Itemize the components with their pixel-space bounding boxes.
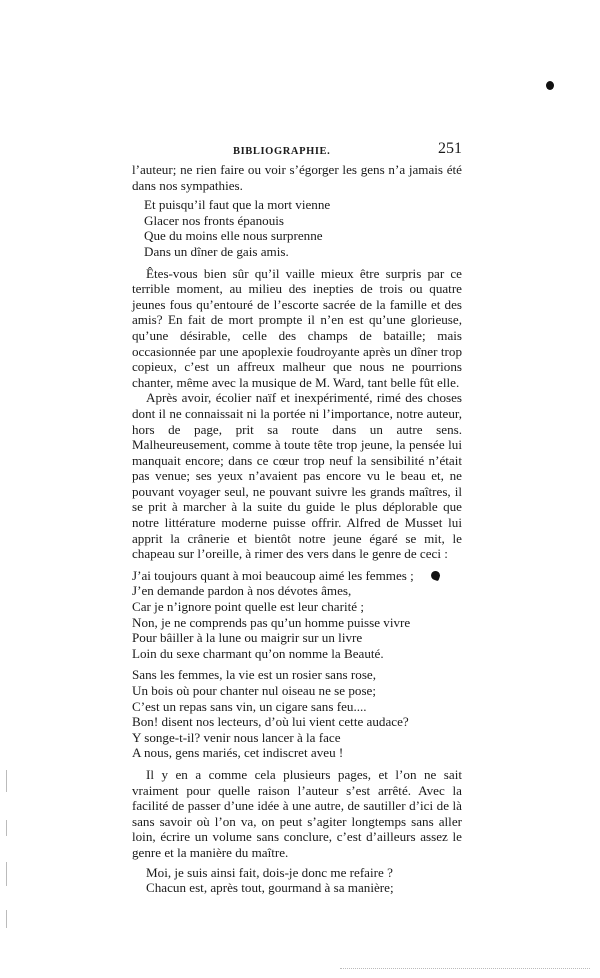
verse-line: Et puisqu’il faut que la mort vienne bbox=[144, 197, 331, 213]
scan-margin-marks bbox=[6, 770, 8, 940]
paragraph: Il y en a comme cela plusieurs pages, et l’on ne sait vraiment pour quelle raison l’auteur s’est arrêté. Avec la facilité de passer d’une idée à une autre, de sautiller d’ici de là sans savoir où l’on va, on peut s’agiter longtemps sans aller loin, écrire un volume sans conclure, c’est d’ailleurs assez le genre et la manière du maître. bbox=[132, 766, 462, 860]
running-title: BIBLIOGRAPHIE. bbox=[233, 146, 331, 157]
verse-line: Moi, je suis ainsi fait, dois-je donc me refaire ? bbox=[146, 864, 393, 880]
page-text bbox=[132, 162, 462, 902]
verse-line: Dans un dîner de gais amis. bbox=[144, 243, 289, 259]
verse-line: J’ai toujours quant à moi beaucoup aimé les femmes ; bbox=[132, 567, 414, 583]
verse-line: Non, je ne comprends pas qu’un homme puisse vivre bbox=[132, 614, 411, 630]
scan-bottom-edge bbox=[340, 968, 590, 970]
margin-mark bbox=[6, 820, 7, 836]
verse-line: Car je n’ignore point quelle est leur charité ; bbox=[132, 599, 364, 615]
paragraph: Après avoir, écolier naïf et inexpérimenté, rimé des choses dont il ne connaissait ni la portée ni l’importance, notre auteur, hors de page, prit sa route dans un autre sens. Malheureusement, comme à toute tête trop jeune, la pensée lui manquait encore; dans ce cœur trop neuf la sensibilité n’était pas venue; ses yeux n’avaient pas encore vu le beau et, ne pouvant voyager seul, ne pouvant suivre les grands maîtres, il se prit à marcher à la suite du guide le plus déplorable que notre littérature moderne puisse offrir. Alfred de Musset lui apprit la crânerie et bientôt notre jeune égaré se mit, le chapeau sur l’oreille, à rimer des vers dans le genre de ceci : bbox=[132, 390, 462, 562]
margin-mark bbox=[6, 770, 7, 792]
margin-mark bbox=[6, 862, 7, 886]
page-number: 251 bbox=[438, 140, 462, 157]
verse-line: Que du moins elle nous surprenne bbox=[144, 228, 323, 244]
verse-line: C’est un repas sans vin, un cigare sans feu.... bbox=[132, 698, 367, 714]
verse-block bbox=[132, 667, 462, 761]
ink-spot bbox=[546, 81, 554, 90]
verse-line: Y songe-t-il? venir nous lancer à la face bbox=[132, 729, 341, 745]
verse-block bbox=[132, 197, 462, 259]
verse-line: A nous, gens mariés, cet indiscret aveu ! bbox=[132, 745, 344, 761]
paragraph: l’auteur; ne rien faire ou voir s’égorger les gens n’a jamais été dans nos sympathies. bbox=[132, 162, 462, 193]
paragraph: Êtes-vous bien sûr qu’il vaille mieux être surpris par ce terrible moment, au milieu des inepties de trois ou quatre jeunes fous qu’entouré de l’escorte sacrée de la famille et des amis? En fait de mort prompte il n’en est qu’une glorieuse, qu’une désirable, celle des champs de bataille; mais occasionnée par une apoplexie foudroyante après un dîner trop copieux, c’est un affreux malheur que nous ne pourrions chanter, même avec la musique de M. Ward, tant belle fût elle. bbox=[132, 265, 462, 390]
verse-line: J’en demande pardon à nos dévotes âmes, bbox=[132, 583, 352, 599]
verse-line: Loin du sexe charmant qu’on nomme la Beauté. bbox=[132, 645, 384, 661]
verse-block bbox=[132, 865, 462, 896]
margin-mark bbox=[6, 910, 7, 928]
page-header bbox=[132, 140, 462, 162]
verse-block bbox=[132, 568, 462, 662]
verse-line: Un bois où pour chanter nul oiseau ne se pose; bbox=[132, 683, 376, 698]
verse-line: Glacer nos fronts épanouis bbox=[144, 212, 284, 228]
verse-line: Pour bâiller à la lune ou maigrir sur un livre bbox=[132, 630, 363, 646]
verse-line: Sans les femmes, la vie est un rosier sans rose, bbox=[132, 667, 376, 683]
verse-line: Chacun est, après tout, gourmand à sa manière; bbox=[146, 880, 394, 896]
verse-line: Bon! disent nos lecteurs, d’où lui vient cette audace? bbox=[132, 714, 409, 730]
